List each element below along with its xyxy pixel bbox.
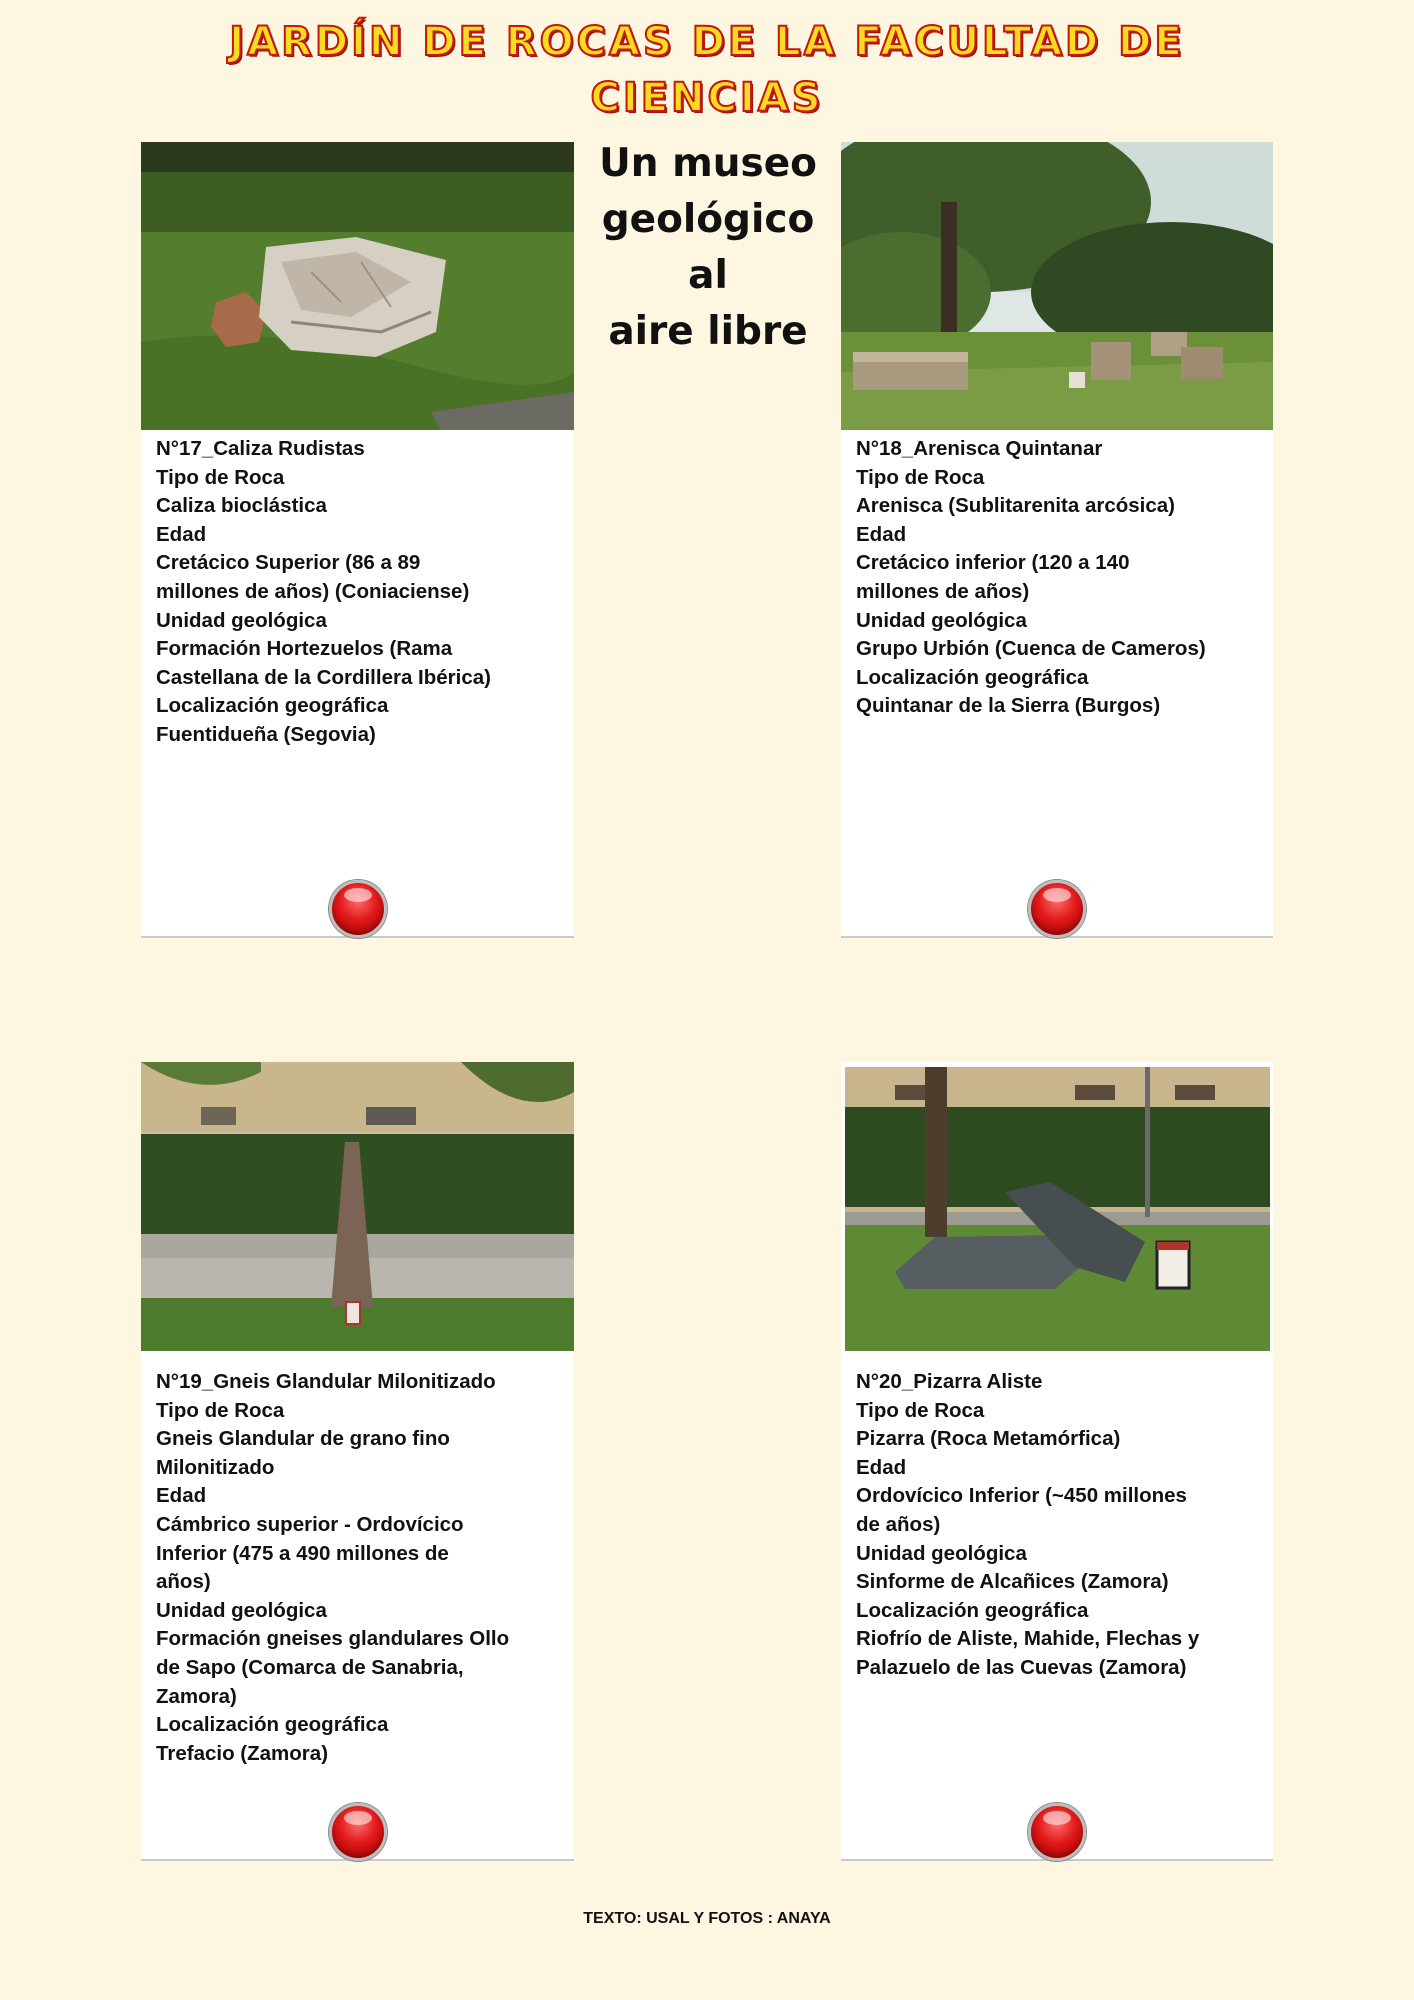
rock-name: N°19_Gneis Glandular Milonitizado [156,1370,496,1393]
rock-info-17 [156,435,559,750]
rock-photo-gneis-glandular [141,1062,574,1351]
info-line: Quintanar de la Sierra (Burgos) [856,694,1161,718]
info-line: Localización geográfica [156,694,389,718]
rock-photo-caliza-rudistas [141,142,574,430]
page-title-line-1: JARDÍN DE ROCAS DE LA FACULTAD DE [229,19,1185,65]
rock-info-18 [856,435,1258,721]
rock-card-17 [141,142,574,938]
info-line: Tipo de Roca [856,465,985,489]
red-button[interactable] [1028,1803,1086,1861]
info-line: Trefacio (Zamora) [156,1741,329,1765]
info-line: de Sapo (Comarca de Sanabria, [156,1655,464,1679]
info-line: Edad [156,522,207,546]
info-line: Localización geográfica [156,1713,389,1737]
info-line: Riofrío de Aliste, Mahide, Flechas y [856,1627,1200,1651]
info-line: Sinforme de Alcañices (Zamora) [856,1570,1169,1594]
info-line: Localización geográfica [856,665,1089,689]
page-title-line-2: CIENCIAS [590,75,824,121]
info-line: millones de años) [856,579,1030,603]
info-line: Edad [856,1455,907,1479]
red-button[interactable] [1028,880,1086,938]
info-line: de años) [856,1512,941,1536]
page-subtitle-line-1: Un museo [599,141,817,186]
info-line: Caliza bioclástica [156,494,327,518]
rock-name: N°17_Caliza Rudistas [156,437,365,460]
info-line: Edad [156,1484,207,1508]
info-line: millones de años) (Coniaciense) [156,579,470,603]
credits-text: TEXTO: USAL Y FOTOS : ANAYA [583,1910,831,1927]
info-line: Edad [856,522,907,546]
info-line: Tipo de Roca [156,1398,285,1422]
info-line: Milonitizado [156,1455,275,1479]
page-subtitle-line-3: aire libre [608,309,808,354]
rock-card-18 [841,142,1273,938]
info-line: Cámbrico superior - Ordovícico [156,1512,464,1536]
rock-info-20 [856,1368,1258,1683]
info-line: Unidad geológica [156,1598,327,1622]
info-line: Localización geográfica [856,1598,1089,1622]
info-line: Zamora) [156,1684,237,1708]
rock-photo-pizarra-aliste [845,1067,1270,1351]
page-title [120,14,1294,126]
page-subtitle-line-2: geológico al [601,197,815,298]
info-line: Gneis Glandular de grano fino [156,1427,450,1451]
info-line: Unidad geológica [856,608,1027,632]
info-line: Arenisca (Sublitarenita arcósica) [856,494,1176,518]
info-line: años) [156,1570,211,1594]
info-line: Tipo de Roca [856,1398,985,1422]
page-subtitle [578,136,838,360]
rock-name: N°18_Arenisca Quintanar [856,437,1103,460]
info-line: Unidad geológica [856,1541,1027,1565]
rock-photo-arenisca-quintanar [841,142,1273,430]
rock-name: N°20_Pizarra Aliste [856,1370,1043,1393]
info-line: Fuentidueña (Segovia) [156,722,376,746]
info-line: Cretácico Superior (86 a 89 [156,551,421,575]
info-line: Castellana de la Cordillera Ibérica) [156,665,491,689]
red-button[interactable] [329,880,387,938]
info-line: Formación gneises glandulares Ollo [156,1627,510,1651]
info-line: Pizarra (Roca Metamórfica) [856,1427,1121,1451]
rock-card-20 [841,1062,1273,1861]
info-line: Cretácico inferior (120 a 140 [856,551,1130,575]
info-line: Grupo Urbión (Cuenca de Cameros) [856,637,1206,661]
info-line: Unidad geológica [156,608,327,632]
info-line: Tipo de Roca [156,465,285,489]
info-line: Inferior (475 a 490 millones de [156,1541,449,1565]
rock-card-19 [141,1062,574,1861]
info-line: Ordovícico Inferior (~450 millones [856,1484,1187,1508]
red-button[interactable] [329,1803,387,1861]
rock-info-19 [156,1368,559,1768]
info-line: Formación Hortezuelos (Rama [156,637,453,661]
info-line: Palazuelo de las Cuevas (Zamora) [856,1655,1187,1679]
